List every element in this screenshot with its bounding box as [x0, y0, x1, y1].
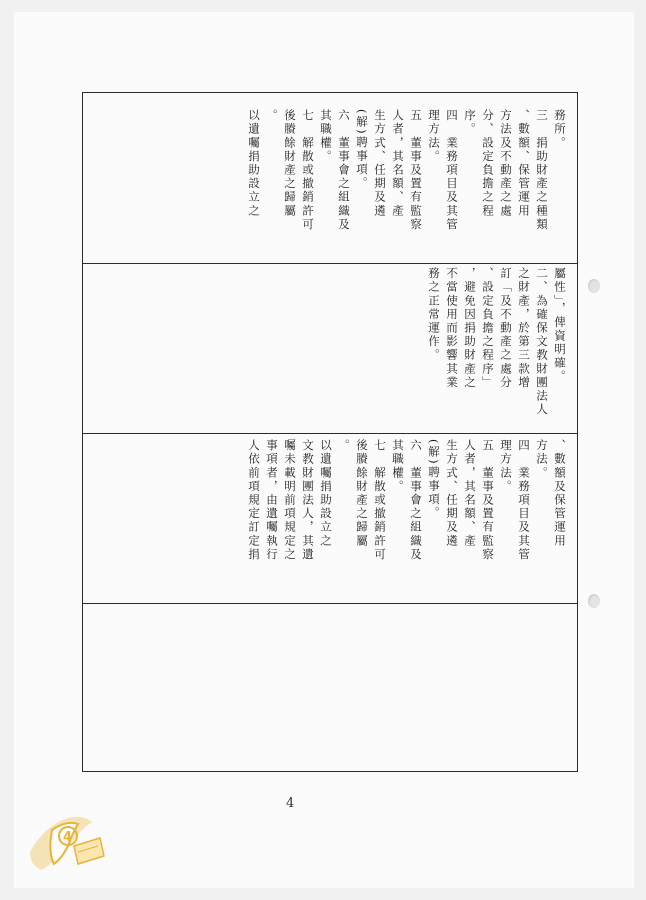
text-column: 、設定負擔之程序」	[481, 267, 495, 390]
text-column: 生方式、任期及遴	[445, 439, 459, 548]
text-column: 七 解散或撤銷許可	[301, 109, 315, 232]
text-column: 事項者，由遺囑執行	[265, 439, 279, 562]
text-column: 、數額、保管運用	[517, 109, 531, 218]
text-column: 理方法。	[499, 439, 513, 494]
taiwan-map-book-icon	[22, 800, 114, 882]
text-column: (解)聘事項。	[355, 109, 369, 191]
text-column: 後賸餘財產之歸屬	[355, 439, 369, 548]
text-column: 方法及不動產之處	[499, 109, 513, 218]
text-column: 之財產，於第三款增	[517, 267, 531, 390]
text-column: 後賸餘財產之歸屬	[283, 109, 297, 218]
text-column: 人者，其名額、產	[391, 109, 405, 218]
text-column: 以遺囑捐助設立之	[319, 439, 333, 548]
text-column: 務所。	[553, 109, 567, 150]
text-column: 。	[337, 439, 351, 453]
text-column: ，避免因捐助財產之	[463, 267, 477, 390]
row-divider	[83, 263, 577, 264]
row-divider	[83, 603, 577, 604]
punch-hole	[588, 594, 600, 608]
text-column: 六 董事會之組織及	[409, 439, 423, 562]
text-column: 人依前項規定訂定捐	[247, 439, 261, 562]
text-column: 屬性」，俾資明確。	[553, 267, 567, 384]
text-column: 五 董事及置有監察	[409, 109, 423, 232]
comparison-table	[82, 92, 578, 772]
text-column: 序。	[463, 109, 477, 137]
cell-row2-explanation-text	[425, 267, 569, 417]
logo-digit: 4	[63, 830, 73, 845]
text-column: 囑未載明前項規定之	[283, 439, 297, 562]
text-column: 文教財團法人，其遺	[301, 439, 315, 562]
punch-hole	[588, 279, 600, 293]
text-column: 五 董事及置有監察	[481, 439, 495, 562]
text-column: 、數額及保管運用	[553, 439, 567, 548]
text-column: 以遺囑捐助設立之	[247, 109, 261, 218]
text-column: 。	[265, 109, 279, 123]
text-column: 三 捐助財產之種類	[535, 109, 549, 232]
text-column: 生方式、任期及遴	[373, 109, 387, 218]
text-column: 理方法。	[427, 109, 441, 164]
text-column: 不當使用而影響其業	[445, 267, 459, 390]
text-column: 二、為確保文教財團法人	[535, 267, 549, 417]
text-column: 訂「及不動產之處分	[499, 267, 513, 390]
text-column: 六 董事會之組織及	[337, 109, 351, 232]
text-column: 其職權。	[319, 109, 333, 164]
cell-row1-original-text	[245, 109, 569, 231]
text-column: 其職權。	[391, 439, 405, 494]
page-number: 4	[286, 796, 295, 811]
text-column: (解)聘事項。	[427, 439, 441, 521]
text-column: 分、設定負擔之程	[481, 109, 495, 218]
cell-row3-revised-text	[245, 439, 569, 561]
text-column: 七 解散或撤銷許可	[373, 439, 387, 562]
text-column: 四 業務項目及其管	[445, 109, 459, 232]
text-column: 務之正常運作。	[427, 267, 441, 363]
text-column: 方法。	[535, 439, 549, 480]
row-divider	[83, 433, 577, 434]
text-column: 人者，其名額、產	[463, 439, 477, 548]
text-column: 四 業務項目及其管	[517, 439, 531, 562]
